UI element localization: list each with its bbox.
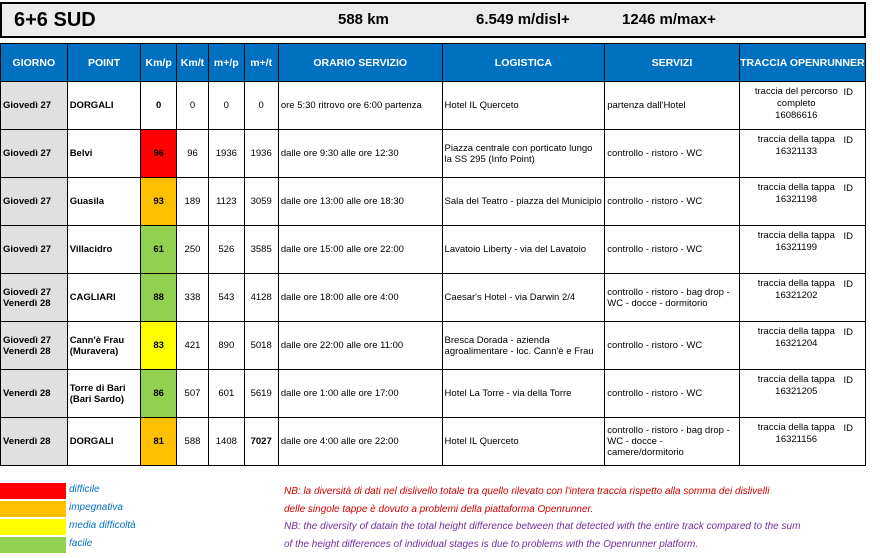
track-number: 16321198 <box>775 194 818 205</box>
track-label: traccia della tappa <box>757 374 835 385</box>
km-total-cell: 338 <box>176 274 208 322</box>
table-row <box>1 322 866 370</box>
km-stage-cell: 83 <box>141 322 176 370</box>
services-cell: controllo - ristoro - WC <box>605 178 739 226</box>
km-stage-cell: 88 <box>141 274 176 322</box>
col-header-mp[interactable]: m+/p <box>209 44 244 82</box>
day-cell: Giovedì 27 <box>1 82 68 130</box>
track-id-label: ID <box>843 135 853 146</box>
track-number: 16321156 <box>775 434 818 445</box>
point-cell: Villacidro <box>67 226 141 274</box>
track-id-label: ID <box>843 375 853 386</box>
track-label: traccia della tappa <box>757 134 835 145</box>
table-row <box>1 370 866 418</box>
total-elevation: 6.549 m/disl+ <box>476 11 570 28</box>
track-cell[interactable] <box>739 178 865 226</box>
point-cell: Cann'è Frau (Muravera) <box>67 322 141 370</box>
services-cell: controllo - ristoro - WC <box>605 130 739 178</box>
legend-label: difficile <box>69 484 100 495</box>
elev-total-cell: 7027 <box>244 418 278 466</box>
services-cell: controllo - ristoro - WC <box>605 226 739 274</box>
elev-total-cell: 3585 <box>244 226 278 274</box>
table-row <box>1 130 866 178</box>
logistics-cell: Hotel La Torre - via della Torre <box>442 370 605 418</box>
logistics-cell: Lavatoio Liberty - via del Lavatoio <box>442 226 605 274</box>
km-total-cell: 96 <box>176 130 208 178</box>
track-number: 16321205 <box>775 386 818 397</box>
schedule-cell: dalle ore 1:00 alle ore 17:00 <box>278 370 442 418</box>
day-cell: Giovedì 27 Venerdì 28 <box>1 274 68 322</box>
legend-swatch <box>0 519 66 535</box>
total-distance: 588 km <box>338 11 389 28</box>
note-it-line-1: NB: la diversità di dati nel dislivello totale tra quello rilevato con l'intera traccia rispetto alla somma dei dislivelli <box>284 486 770 497</box>
km-stage-cell: 0 <box>141 82 176 130</box>
schedule-cell: dalle ore 4:00 alle ore 22:00 <box>278 418 442 466</box>
legend-label: facile <box>69 538 93 549</box>
notes-block <box>284 483 880 553</box>
day-cell: Giovedì 27 Venerdì 28 <box>1 322 68 370</box>
track-cell[interactable] <box>739 322 865 370</box>
track-id-label: ID <box>843 279 853 290</box>
services-cell: controllo - ristoro - WC <box>605 322 739 370</box>
track-number: 16086616 <box>775 110 818 121</box>
col-header-kmp[interactable]: Km/p <box>141 44 176 82</box>
track-cell[interactable] <box>739 130 865 178</box>
logistics-cell: Hotel IL Querceto <box>442 418 605 466</box>
legend-label: impegnativa <box>69 502 123 513</box>
schedule-cell: ore 5:30 ritrovo ore 6:00 partenza <box>278 82 442 130</box>
km-stage-cell: 61 <box>141 226 176 274</box>
stages-table <box>0 43 866 466</box>
schedule-cell: dalle ore 15:00 alle ore 22:00 <box>278 226 442 274</box>
table-row <box>1 418 866 466</box>
elev-stage-cell: 0 <box>209 82 244 130</box>
col-header-mt[interactable]: m+/t <box>244 44 278 82</box>
logistics-cell: Bresca Dorada - azienda agroalimentare - loc. Cann'è e Frau <box>442 322 605 370</box>
elev-stage-cell: 1936 <box>209 130 244 178</box>
table-header-row <box>1 44 866 82</box>
logistics-cell: Piazza centrale con porticato lungo la SS 295 (Info Point) <box>442 130 605 178</box>
elev-total-cell: 5018 <box>244 322 278 370</box>
km-stage-cell: 93 <box>141 178 176 226</box>
note-en-line-2: of the height differences of individual stages is due to problems with the Openrunner platform. <box>284 538 699 550</box>
track-cell[interactable] <box>739 226 865 274</box>
track-cell[interactable] <box>739 418 865 466</box>
km-total-cell: 189 <box>176 178 208 226</box>
elev-stage-cell: 526 <box>209 226 244 274</box>
services-cell: partenza dall'Hotel <box>605 82 739 130</box>
table-row <box>1 178 866 226</box>
track-number: 16321202 <box>775 290 818 301</box>
km-total-cell: 507 <box>176 370 208 418</box>
point-cell: Guasila <box>67 178 141 226</box>
km-total-cell: 250 <box>176 226 208 274</box>
legend-swatch <box>0 501 66 517</box>
col-header-orario[interactable]: ORARIO SERVIZIO <box>278 44 442 82</box>
col-header-servizi[interactable]: SERVIZI <box>605 44 739 82</box>
point-cell: DORGALI <box>67 418 141 466</box>
track-number: 16321204 <box>775 338 818 349</box>
day-cell: Giovedì 27 <box>1 178 68 226</box>
km-total-cell: 421 <box>176 322 208 370</box>
track-number: 16321133 <box>775 146 818 157</box>
track-cell[interactable] <box>739 82 865 130</box>
elev-stage-cell: 543 <box>209 274 244 322</box>
services-cell: controllo - ristoro - WC <box>605 370 739 418</box>
col-header-giorno[interactable]: GIORNO <box>1 44 68 82</box>
track-id-label: ID <box>843 231 853 242</box>
track-number: 16321199 <box>775 242 818 253</box>
day-cell: Venerdì 28 <box>1 418 68 466</box>
elev-stage-cell: 1408 <box>209 418 244 466</box>
elev-stage-cell: 1123 <box>209 178 244 226</box>
services-cell: controllo - ristoro - bag drop - WC - docce - dormitorio <box>605 274 739 322</box>
point-cell: Torre di Bari (Bari Sardo) <box>67 370 141 418</box>
track-id-label: ID <box>843 183 853 194</box>
title-bar <box>0 2 866 38</box>
day-cell: Giovedì 27 <box>1 130 68 178</box>
point-cell: Belvi <box>67 130 141 178</box>
col-header-traccia[interactable]: TRACCIA OPENRUNNER <box>739 44 865 82</box>
table-row <box>1 274 866 322</box>
track-id-label: ID <box>843 87 853 98</box>
col-header-point[interactable]: POINT <box>67 44 141 82</box>
km-stage-cell: 81 <box>141 418 176 466</box>
legend-swatch <box>0 483 66 499</box>
max-elevation: 1246 m/max+ <box>622 11 716 28</box>
page-title: 6+6 SUD <box>14 9 96 31</box>
km-stage-cell: 86 <box>141 370 176 418</box>
schedule-cell: dalle ore 9:30 alle ore 12:30 <box>278 130 442 178</box>
track-label: traccia del percorso completo <box>754 86 838 109</box>
point-cell: CAGLIARI <box>67 274 141 322</box>
elev-total-cell: 1936 <box>244 130 278 178</box>
track-cell[interactable] <box>739 274 865 322</box>
day-cell: Venerdì 28 <box>1 370 68 418</box>
day-cell: Giovedì 27 <box>1 226 68 274</box>
point-cell: DORGALI <box>67 82 141 130</box>
note-it-line-2: delle singole tappe è dovuto a problemi della piattaforma Openrunner. <box>284 503 594 515</box>
elev-stage-cell: 890 <box>209 322 244 370</box>
track-label: traccia della tappa <box>757 230 835 241</box>
logistics-cell: Sala del Teatro - piazza del Municipio <box>442 178 605 226</box>
track-id-label: ID <box>843 327 853 338</box>
elev-total-cell: 0 <box>244 82 278 130</box>
legend-swatch <box>0 537 66 553</box>
elev-total-cell: 4128 <box>244 274 278 322</box>
km-total-cell: 0 <box>176 82 208 130</box>
schedule-cell: dalle ore 13:00 alle ore 18:30 <box>278 178 442 226</box>
elev-total-cell: 5619 <box>244 370 278 418</box>
logistics-cell: Hotel IL Querceto <box>442 82 605 130</box>
track-cell[interactable] <box>739 370 865 418</box>
track-label: traccia della tappa <box>757 422 835 433</box>
col-header-logistica[interactable]: LOGISTICA <box>442 44 605 82</box>
track-label: traccia della tappa <box>757 278 835 289</box>
col-header-kmt[interactable]: Km/t <box>176 44 208 82</box>
table-row <box>1 226 866 274</box>
elev-total-cell: 3059 <box>244 178 278 226</box>
schedule-cell: dalle ore 22:00 alle ore 11:00 <box>278 322 442 370</box>
legend-label: media difficoltà <box>69 520 136 531</box>
km-total-cell: 588 <box>176 418 208 466</box>
elev-stage-cell: 601 <box>209 370 244 418</box>
logistics-cell: Caesar's Hotel - via Darwin 2/4 <box>442 274 605 322</box>
table-row <box>1 82 866 130</box>
note-en-line-1: NB: the diversity of datain the total height difference between that detected with the entire track compared to the sum <box>284 521 801 532</box>
track-id-label: ID <box>843 423 853 434</box>
services-cell: controllo - ristoro - bag drop - WC - docce - camere/dormitorio <box>605 418 739 466</box>
track-label: traccia della tappa <box>757 326 835 337</box>
schedule-cell: dalle ore 18:00 alle ore 4:00 <box>278 274 442 322</box>
km-stage-cell: 96 <box>141 130 176 178</box>
track-label: traccia della tappa <box>757 182 835 193</box>
